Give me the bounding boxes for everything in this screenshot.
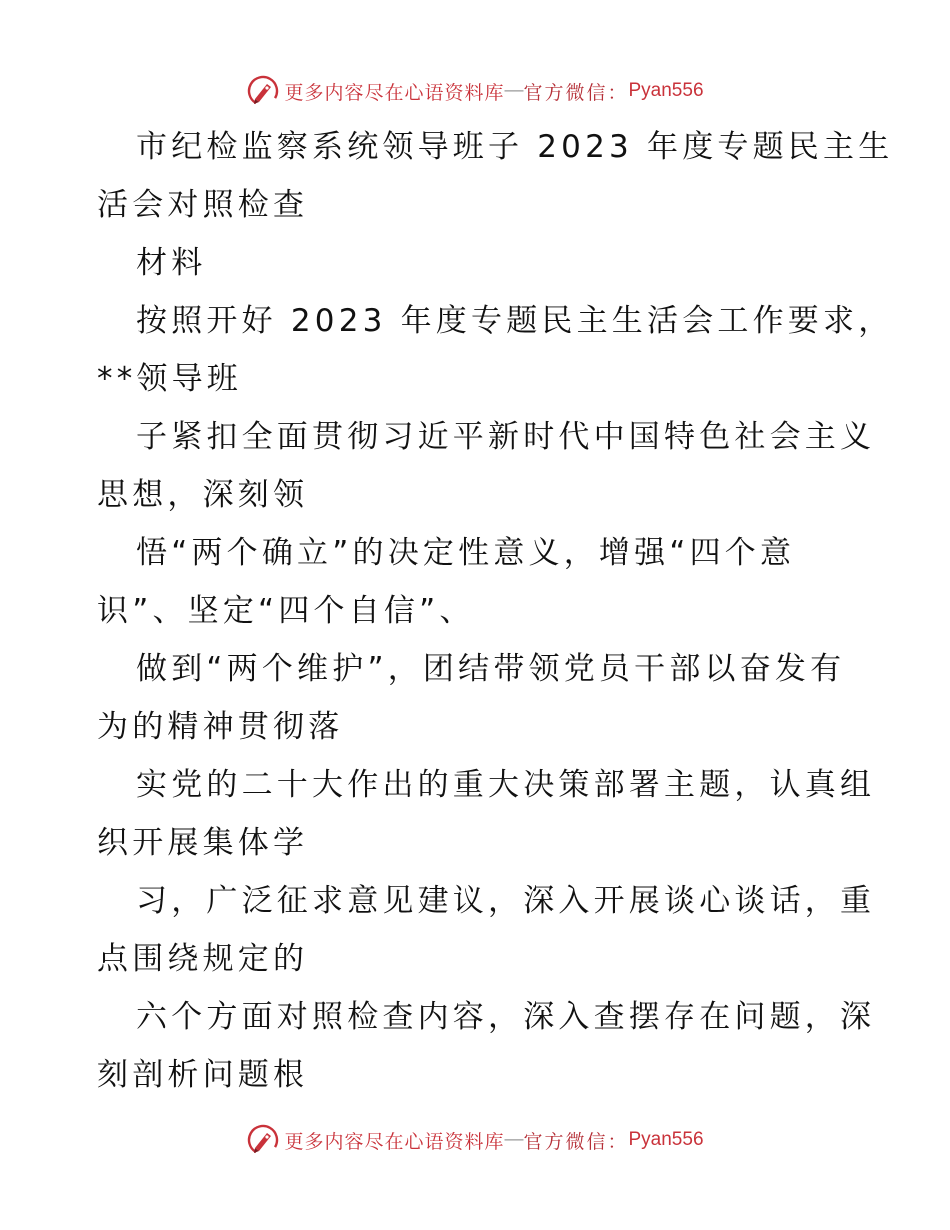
banner-wechat-label: 官方微信： [523, 1130, 629, 1153]
text-line: 悟“两个确立”的决定性意义，增强“四个意 [136, 535, 796, 571]
text-line: 为的精神贯彻落 [97, 709, 344, 745]
text-line: 刻剖析问题根 [97, 1057, 309, 1093]
text-line: 六个方面对照检查内容，深入查摆存在问题，深 [136, 999, 876, 1035]
header-watermark-banner [0, 71, 950, 111]
footer-watermark-banner [0, 1120, 950, 1160]
text-line: 子紧扣全面贯彻习近平新时代中国特色社会主义 [136, 419, 876, 455]
banner-dash: — [504, 80, 524, 101]
banner-site-text: 更多内容尽在心语资料库 [284, 81, 505, 104]
pen-nib-logo-icon [246, 1123, 280, 1157]
text-line: 做到“两个维护”，团结带领党员干部以奋发有 [136, 651, 846, 687]
text-line: 点围绕规定的 [97, 941, 309, 977]
banner-dash: — [504, 1129, 524, 1150]
text-line: 市纪检监察系统领导班子 2023 年度专题民主生 [136, 129, 894, 165]
text-line: **领导班 [97, 361, 242, 397]
text-line: 实党的二十大作出的重大决策部署主题，认真组 [136, 767, 876, 803]
text-line: 识”、坚定“四个自信”、 [97, 593, 475, 629]
banner-wechat-id: Pyan556 [628, 1129, 704, 1150]
banner-site-text: 更多内容尽在心语资料库 [284, 1130, 505, 1153]
text-line: 思想，深刻领 [97, 477, 309, 513]
text-line: 织开展集体学 [97, 825, 309, 861]
banner-wechat-id: Pyan556 [628, 80, 704, 101]
text-line: 材料 [136, 245, 207, 281]
text-line: 习，广泛征求意见建议，深入开展谈心谈话，重 [136, 883, 876, 919]
text-line: 活会对照检查 [97, 187, 309, 223]
pen-nib-logo-icon [246, 74, 280, 108]
document-body [97, 118, 894, 1104]
text-line: 按照开好 2023 年度专题民主生活会工作要求， [136, 303, 894, 339]
banner-wechat-label: 官方微信： [523, 81, 629, 104]
